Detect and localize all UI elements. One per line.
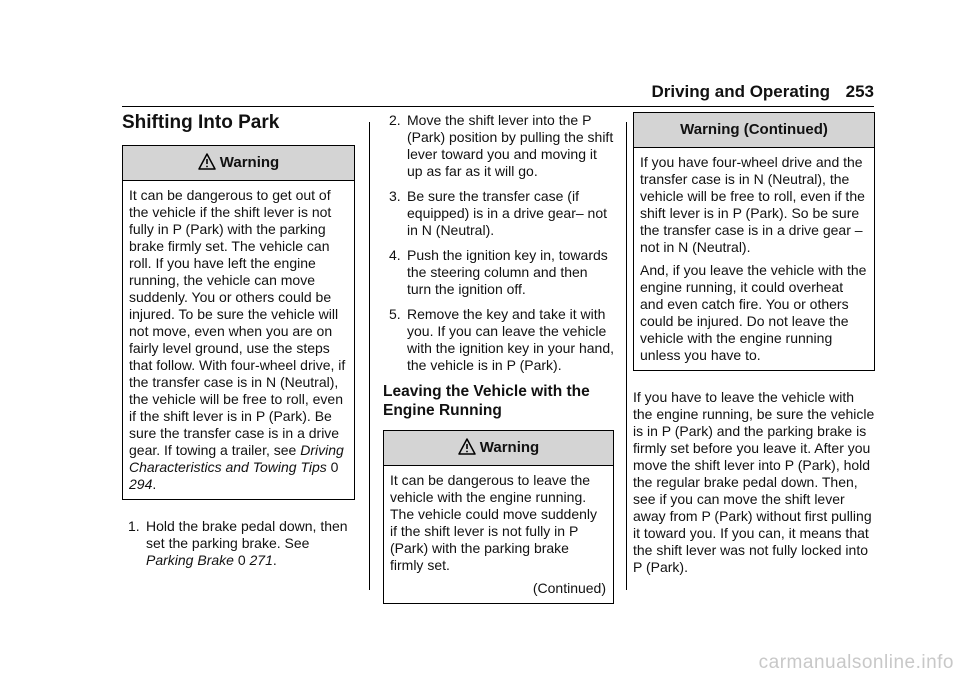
column-3 [633, 112, 875, 576]
step-list [122, 518, 355, 569]
section-heading: Shifting Into Park [122, 112, 280, 133]
warning-body [634, 148, 874, 370]
column-divider [369, 122, 370, 590]
list-item [383, 112, 614, 180]
step-text: Push the ignition key in, towards the steering column and then turn the ignition off. [407, 247, 608, 297]
step-number: 5. [389, 306, 401, 322]
list-item [383, 247, 614, 298]
sentence-end: . [152, 476, 157, 492]
step-list [383, 112, 614, 374]
xref-page[interactable]: 271 [249, 552, 273, 568]
step-text: Remove the key and take it with you. If you can leave the vehicle with the ignition key in your hand, the vehicle is in P (Park). [407, 306, 615, 373]
step-text: Be sure the transfer case (if equipped) is in a drive gear– not in N (Neutral). [407, 188, 608, 238]
sentence-end: . [272, 552, 277, 568]
xref-link[interactable]: Driving Characteristics and Towing Tips [129, 442, 344, 475]
warning-title-bar [123, 146, 354, 181]
body-paragraph [633, 389, 875, 576]
step-text: Move the shift lever into the P (Park) position by pulling the shift lever toward you and moving it up as far as it will go. [407, 112, 614, 179]
column-1 [122, 112, 355, 577]
step-number: 3. [389, 188, 401, 204]
warning-title: Warning [219, 154, 280, 171]
warning-text: And, if you leave the vehicle with the engine running, it could overheat and even catch fire. You or others could be injured. Do not leave the vehicle with the engine running unless you have to. [640, 262, 867, 363]
list-item [383, 188, 614, 239]
warning-title-bar [384, 431, 613, 466]
warning-title-bar: Warning (Continued) [634, 113, 874, 148]
page-number: 253 [845, 82, 874, 101]
column-2 [383, 112, 614, 604]
page-ref-arrow-icon: 0 [330, 459, 339, 475]
step-number: 4. [389, 247, 401, 263]
subsection-heading: Leaving the Vehicle with the Engine Running [383, 383, 590, 419]
step-text: Hold the brake pedal down, then set the parking brake. See [146, 518, 348, 551]
column-divider [626, 122, 627, 590]
warning-body [384, 466, 613, 603]
paragraph-text: If you have to leave the vehicle with the engine running, be sure the vehicle is in P (Park) and the parking brake is firmly set before you leave it. After you move the shift lever into P (Park), hold the regular brake pedal down. Then, see if you can move the shift lever away from P (Park) without first pulling it toward you. If you can, it means that the shift lever was not fully locked into P (Park). [633, 389, 875, 575]
page-header [0, 78, 960, 108]
warning-box [633, 112, 875, 371]
warning-text: It can be dangerous to get out of the vehicle if the shift lever is not fully in P (Park) with the parking brake firmly set. The vehicle can roll. If you have left the engine running, the vehicle can move suddenly. You or others could be injured. To be sure the vehicle will not move, even when you are on fairly level ground, use the steps that follow. With four-wheel drive, if the transfer case is in N (Neutral), the vehicle will be free to roll, even if the shift lever is in P (Park). Be sure the transfer case is in a drive gear. If towing a trailer, see [129, 187, 346, 458]
page-ref-arrow-icon: 0 [237, 552, 246, 568]
warning-icon [458, 434, 476, 468]
list-item [122, 518, 355, 569]
header-rule [122, 106, 874, 107]
warning-box [383, 430, 614, 604]
continued-label: (Continued) [532, 580, 606, 596]
step-number: 1. [128, 518, 140, 534]
warning-text: If you have four-wheel drive and the transfer case is in N (Neutral), the vehicle will be free to roll, even if the shift lever is in P (Park). So be sure the transfer case is in a drive gear – not in N (Neutral). [640, 154, 865, 255]
warning-body [123, 181, 354, 499]
warning-box [122, 145, 355, 500]
warning-title: Warning [479, 439, 540, 456]
xref-link[interactable]: Parking Brake [146, 552, 234, 568]
xref-page[interactable]: 294 [129, 476, 153, 492]
list-item [383, 306, 614, 374]
section-title: Driving and Operating [651, 82, 830, 101]
step-number: 2. [389, 112, 401, 128]
warning-text: It can be dangerous to leave the vehicle with the engine running. The vehicle could move suddenly if the shift lever is not fully in P (Park) with the parking brake firmly set. [390, 472, 598, 573]
warning-icon [198, 149, 216, 183]
watermark: carmanualsonline.info [758, 652, 954, 673]
